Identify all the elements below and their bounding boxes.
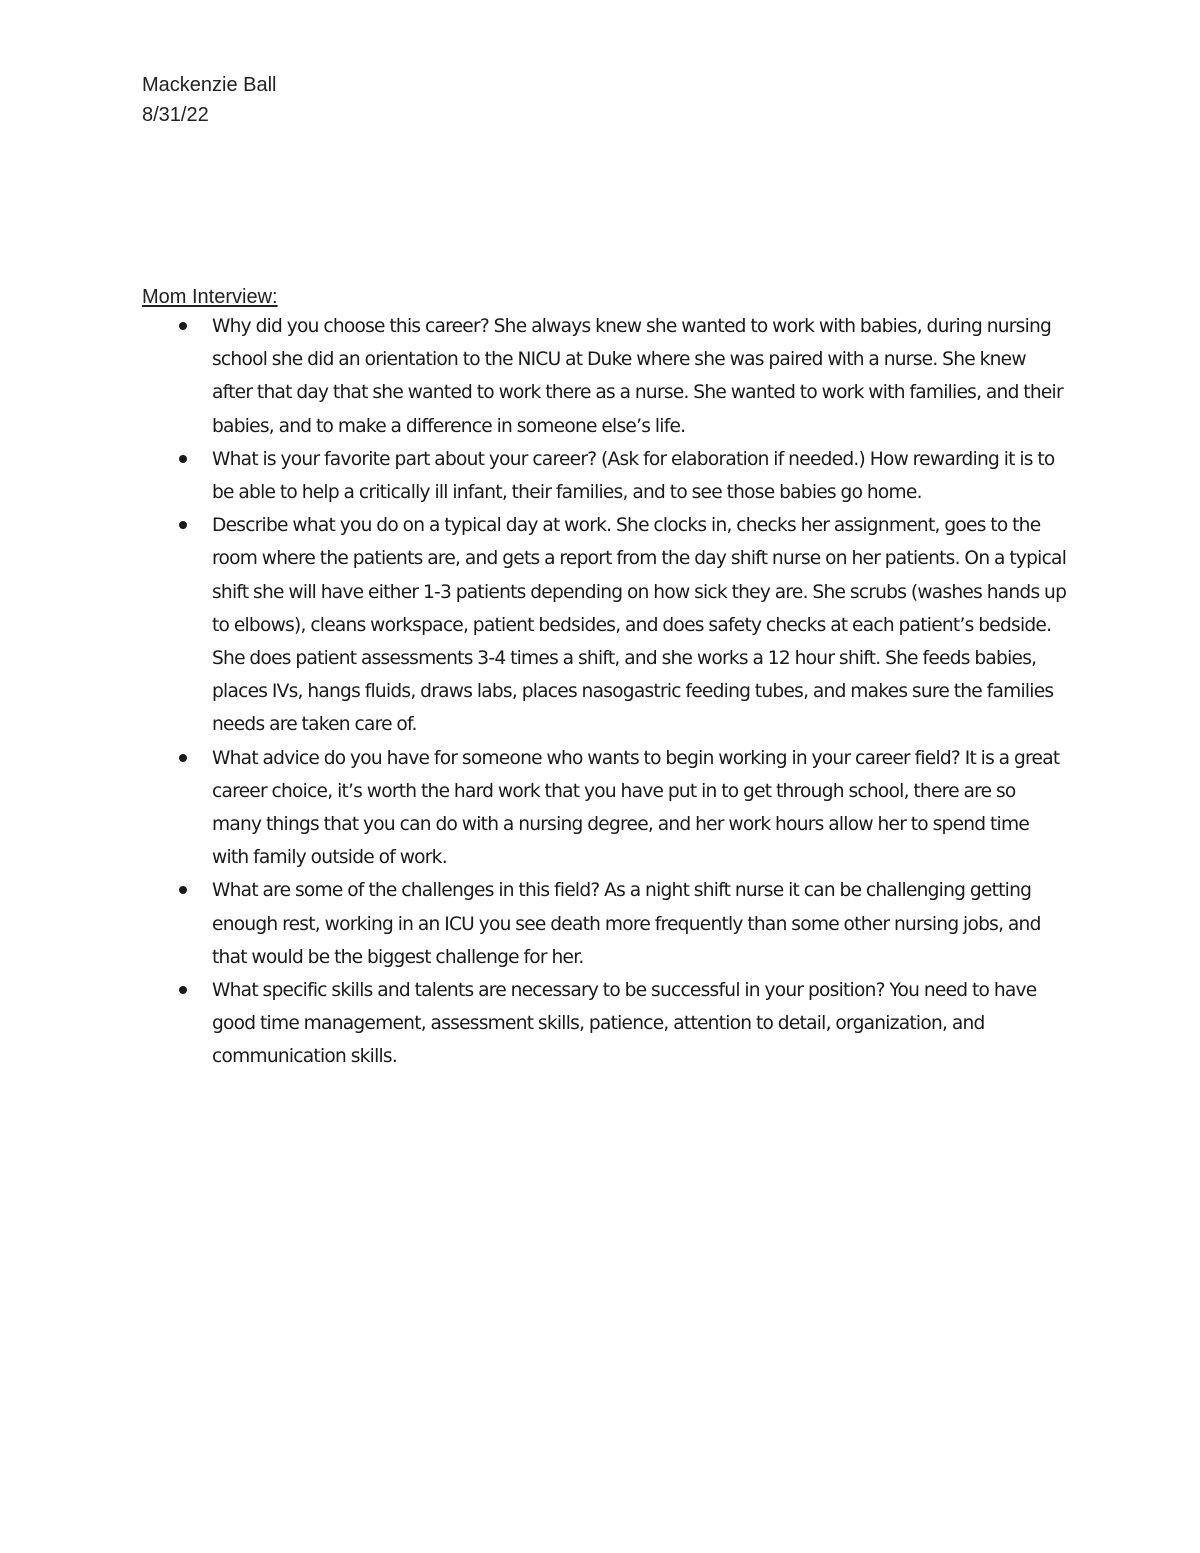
list-item — [142, 742, 1067, 875]
list-item-text: Why did you choose this career? She always knew she wanted to work with babies, during nursing school she did an orientation to the NICU at Duke where she was paired with a nurse. She knew after that day that she wanted to work there as a nurse. She wanted to work with families, and their babies, and to make a difference in someone else’s life. — [212, 316, 1063, 437]
list-item — [142, 443, 1067, 509]
bullet-icon — [179, 521, 187, 529]
bullet-icon — [179, 322, 187, 330]
list-item-text: What advice do you have for someone who wants to begin working in your career field? It is a great career choice, it’s worth the hard work that you have put in to get through school, there are so many things that you can do with a nursing degree, and her work hours allow her to spend time with family outside of work. — [212, 747, 1060, 869]
list-item-text: What specific skills and talents are necessary to be successful in your position? You need to have good time management, assessment skills, patience, attention to detail, organization, and communication skills. — [212, 980, 1037, 1068]
list-item — [142, 310, 1067, 443]
author-name: Mackenzie Ball — [142, 74, 277, 96]
document-header — [142, 70, 277, 130]
list-item — [142, 509, 1067, 741]
section-title: Mom Interview: — [142, 286, 278, 308]
list-item-text: What is your favorite part about your career? (Ask for elaboration if needed.) How rewarding it is to be able to help a critically ill infant, their families, and to see those babies go home. — [212, 448, 1055, 504]
list-item-text: Describe what you do on a typical day at work. She clocks in, checks her assignment, goes to the room where the patients are, and gets a report from the day shift nurse on her patients. On a typical shift she will have either 1-3 patients depending on how sick they are. She scrubs (washes hands up to elbows), cleans workspace, patient bedsides, and does safety checks at each patient’s bedside. She does patient assessments 3-4 times a shift, and she works a 12 hour shift. She feeds babies, places IVs, hangs fluids, draws labs, places nasogastric feeding tubes, and makes sure the families needs are taken care of. — [212, 515, 1067, 736]
bullet-icon — [179, 455, 187, 463]
list-item — [142, 874, 1067, 974]
bullet-icon — [179, 886, 187, 894]
document-date: 8/31/22 — [142, 104, 209, 126]
list-item — [142, 974, 1067, 1074]
bullet-icon — [179, 986, 187, 994]
list-item-text: What are some of the challenges in this field? As a night shift nurse it can be challenging getting enough rest, working in an ICU you see death more frequently than some other nursing jobs, and that would be the biggest challenge for her. — [212, 880, 1041, 968]
bullet-icon — [179, 754, 187, 762]
interview-list — [142, 310, 1067, 1074]
